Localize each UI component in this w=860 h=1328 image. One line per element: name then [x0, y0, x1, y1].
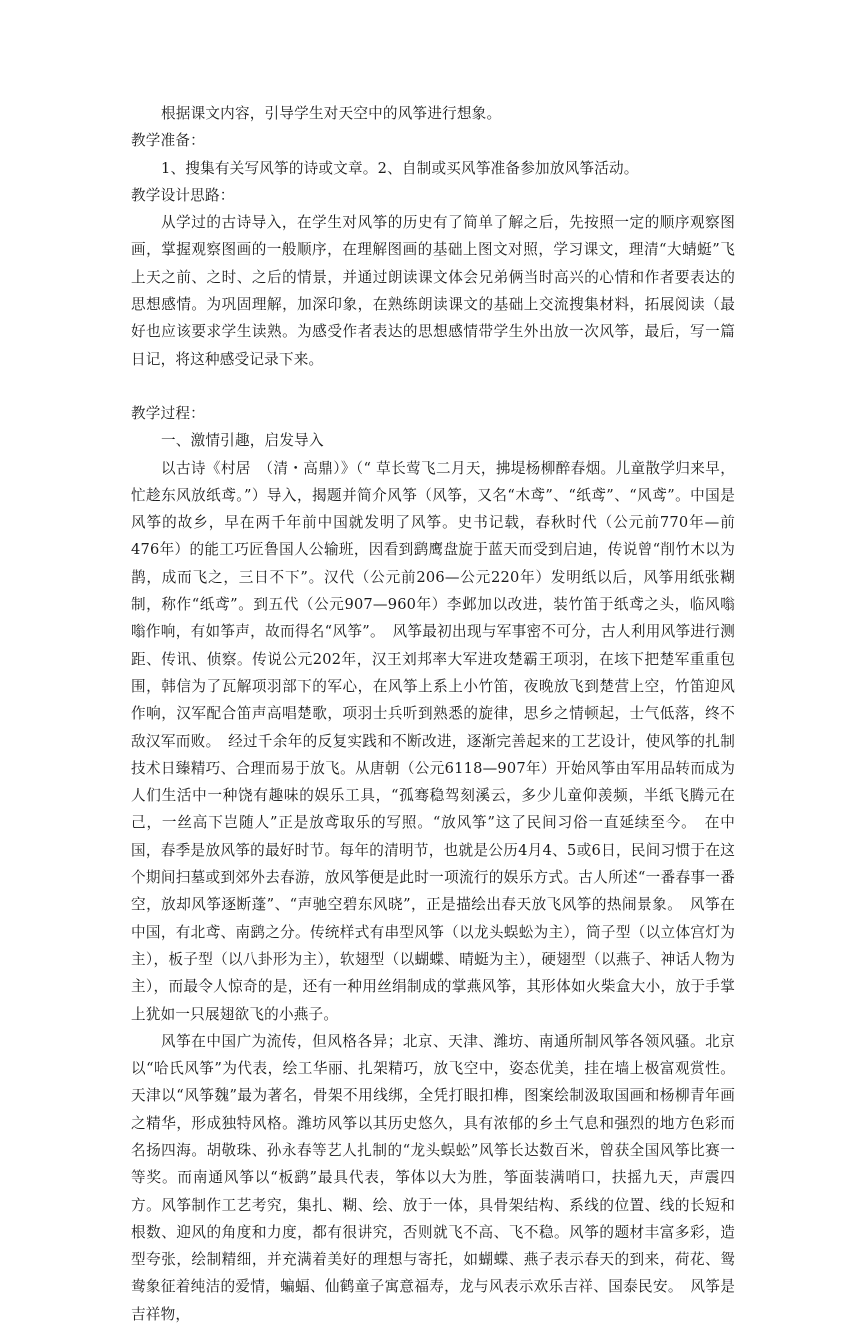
section-one-title: 一、激情引趣，启发导入 — [161, 432, 324, 450]
design-paragraph: 从学过的古诗导入，在学生对风筝的历史有了简单了解之后，先按照一定的顺序观察图画，掌握观察图画的一般顺序，在理解图画的基础上图文对照，学习课文，理清“大蜻蜓”飞上天之前、之时、之后的情景，并通过朗读课文体会兄弟俩当时高兴的心情和作者要表达的思想感情。为巩固理解，加深印象，在熟练朗读课文的基础上交流搜集材料，拓展阅读（最好也应该要求学生读熟。为感受作者表达的思想感情带学生外出放一次风筝，最后，写一篇日记，将这种感受记录下来。 — [131, 214, 735, 368]
intro-line: 根据课文内容，引导学生对天空中的风筝进行想象。 — [161, 105, 502, 122]
blank-line — [131, 373, 735, 400]
design-heading: 教学设计思路： — [131, 186, 235, 204]
document-page — [131, 100, 735, 1328]
process-heading: 教学过程： — [131, 404, 205, 422]
prep-items: 1、搜集有关写风筝的诗或文章。2、自制或买风筝准备参加放风筝活动。 — [161, 159, 639, 177]
prep-heading: 教学准备： — [131, 132, 205, 150]
process-paragraph-one: 以古诗《村居 （清・高鼎）》（“ 草长莺飞二月天，拂堤杨柳醉春烟。儿童散学归来早，忙趁东风放纸鸢。”）导入，揭题并简介风筝（风筝，又名“木鸢”、“纸鸢”、“风鸢”。中国是风筝的故乡，早在两千年前中国就发明了风筝。史书记载，春秋时代（公元前770年—前476年）的能工巧匠鲁国人公输班，因看到鹞鹰盘旋于蓝天而受到启迪，传说曾“削竹木以为鹊，成而飞之，三日不下”。汉代（公元前206—公元220年）发明纸以后，风筝用纸张糊制，称作“纸鸢”。到五代（公元907—960年）李邺加以改进，装竹笛于纸鸢之头，临风嗡嗡作响，有如筝声，故而得名“风筝”。 风筝最初出现与军事密不可分，古人利用风筝进行测距、传讯、侦察。传说公元202年，汉王刘邦率大军进攻楚霸王项羽，在垓下把楚军重重包围，韩信为了瓦解项羽部下的军心，在风筝上系上小竹笛，夜晚放飞到楚营上空，竹笛迎风作响，汉军配合笛声高唱楚歌，项羽士兵听到熟悉的旋律，思乡之情顿起，士气低落，终不敌汉军而败。 经过千余年的反复实践和不断改进，逐渐完善起来的工艺设计，使风筝的扎制技术日臻精巧、合理而易于放飞。从唐朝（公元6118—907年）开始风筝由军用品转而成为人们生活中一种饶有趣味的娱乐工具，“孤骞稳驾刻溪云，多少儿童仰羡频，半纸飞腾元在己，一丝高下岂随人”正是放鸢取乐的写照。“放风筝”这了民间习俗一直延续至今。 在中国，春季是放风筝的最好时节。每年的清明节，也就是公历4月4、5或6日，民间习惯于在这个期间扫墓或到郊外去春游，放风筝便是此时一项流行的娱乐方式。古人所述“一番春事一番空，放却风筝逐断蓬”、“声驰空碧东风晓”，正是描绘出春天放飞风筝的热闹景象。 风筝在中国，有北鸢、南鹞之分。传统样式有串型风筝（以龙头蜈蚣为主），筒子型（以立体宫灯为主），板子型（以八卦形为主），软翅型（以蝴蝶、晴蜓为主），硬翅型（以燕子、神话人物为主），而最令人惊奇的是，还有一种用丝绢制成的掌燕风筝，其形体如火柴盒大小，放于手掌上犹如一只展翅欲飞的小燕子。 — [131, 459, 735, 1023]
process-paragraph-two: 风筝在中国广为流传，但风格各异；北京、天津、潍坊、南通所制风筝各领风骚。北京以“哈氏风筝”为代表，绘工华丽、扎架精巧，放飞空中，姿态优美，挂在墙上极富观赏性。天津以“风筝魏”最为著名，骨架不用线绑，全凭打眼扣榫，图案绘制汲取国画和杨柳青年画之精华，形成独特风格。潍坊风筝以其历史悠久，具有浓郁的乡土气息和强烈的地方色彩而名扬四海。胡敬珠、孙永春等艺人扎制的“龙头蜈蚣”风筝长达数百米，曾获全国风筝比赛一等奖。而南通风筝以“板鹞”最具代表，筝体以大为胜，筝面装满哨口，扶摇九天，声震四方。风筝制作工艺考究，集扎、糊、绘、放于一体，具骨架结构、系线的位置、线的长短和根数、迎风的角度和力度，都有很讲究，否则就飞不高、飞不稳。风筝的题材丰富多彩，造型夸张，绘制精细，并充满着美好的理想与寄托，如蝴蝶、燕子表示春天的到来，荷花、鸳鸯象征着纯洁的爱情，蝙蝠、仙鹤童子寓意福寿，龙与风表示欢乐吉祥、国泰民安。 风筝是吉祥物， — [131, 1032, 735, 1323]
